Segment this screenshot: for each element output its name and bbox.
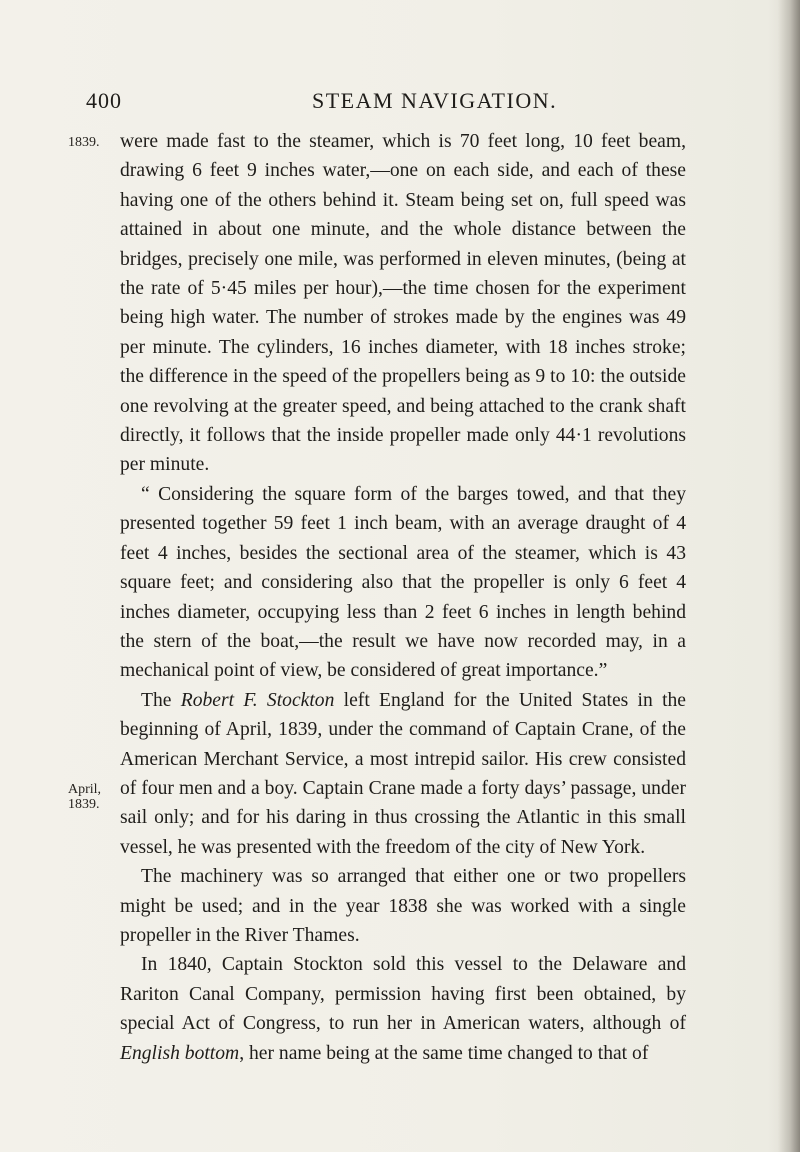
running-title: STEAM NAVIGATION. (312, 88, 558, 113)
paragraph-5 (120, 950, 686, 1068)
paragraph-3 (120, 686, 686, 862)
page-edge-shadow (778, 0, 800, 1152)
page-header (86, 88, 651, 118)
margin-note-april-year: 1839. (68, 797, 100, 812)
margin-note-april (68, 782, 101, 812)
paragraph-4: The machinery was so arranged that either one or two propellers might be used; and in the year 1838 she was worked with a single propeller in the River Thames. (120, 866, 686, 946)
paragraph-5-start: In 1840, Captain Stockton sold this vessel to the Delaware and Rariton Canal Company, permission having first been obtained, by special Act of Congress, to run her in American waters, although of (120, 954, 686, 1035)
margin-note-year: 1839. (68, 135, 100, 150)
ship-name: Robert F. Stockton (180, 689, 335, 711)
margin-note-april-month: April, (68, 782, 102, 797)
paragraph-3-start: The (141, 689, 181, 711)
paragraph-2: “ Considering the square form of the barges towed, and that they presented together 59 feet 1 inch beam, with an average draught of 4 feet 4 inches, besides the sectional area of the steamer, which is 43 square feet; and considering also that the propeller is only 6 feet 4 inches diameter, occupying less than 2 feet 6 inches in length behind the stern of the boat,—the result we have now recorded may, in a mechanical point of view, be considered of great importance.” (120, 483, 686, 682)
paragraph-1: were made fast to the steamer, which is 70 feet long, 10 feet beam, drawing 6 feet 9 inches water,—one on each side, and each of these having one of the others behind it. Steam being set on, full speed was attained in about one minute, and the whole distance between the bridges, precisely one mile, was performed in eleven minutes, (being at the rate of 5·45 miles per hour),—the time chosen for the experiment being high water. The number of strokes made by the engines was 49 per minute. The cylinders, 16 inches diameter, with 18 inches stroke; the difference in the speed of the propellers being as 9 to 10: the outside one revolving at the greater speed, and being attached to the crank shaft directly, it follows that the inside propeller made only 44·1 revolutions per minute. (120, 131, 686, 476)
english-bottom-phrase: English bottom (120, 1042, 240, 1064)
paragraph-3-rest: left England for the United States in the beginning of April, 1839, under the command of Captain Crane, of the American Merchant Service, a most intrepid sailor. His crew consisted of four men and a boy. Captain Crane made a forty days’ passage, under sail only; and for his daring in thus crossing the Atlantic in this small vessel, he was presented with the freedom of the city of New York. (120, 689, 687, 858)
page-number: 400 (86, 88, 122, 113)
paragraph-5-rest: , her name being at the same time changed to that of (239, 1042, 649, 1064)
body-text (120, 127, 686, 1068)
